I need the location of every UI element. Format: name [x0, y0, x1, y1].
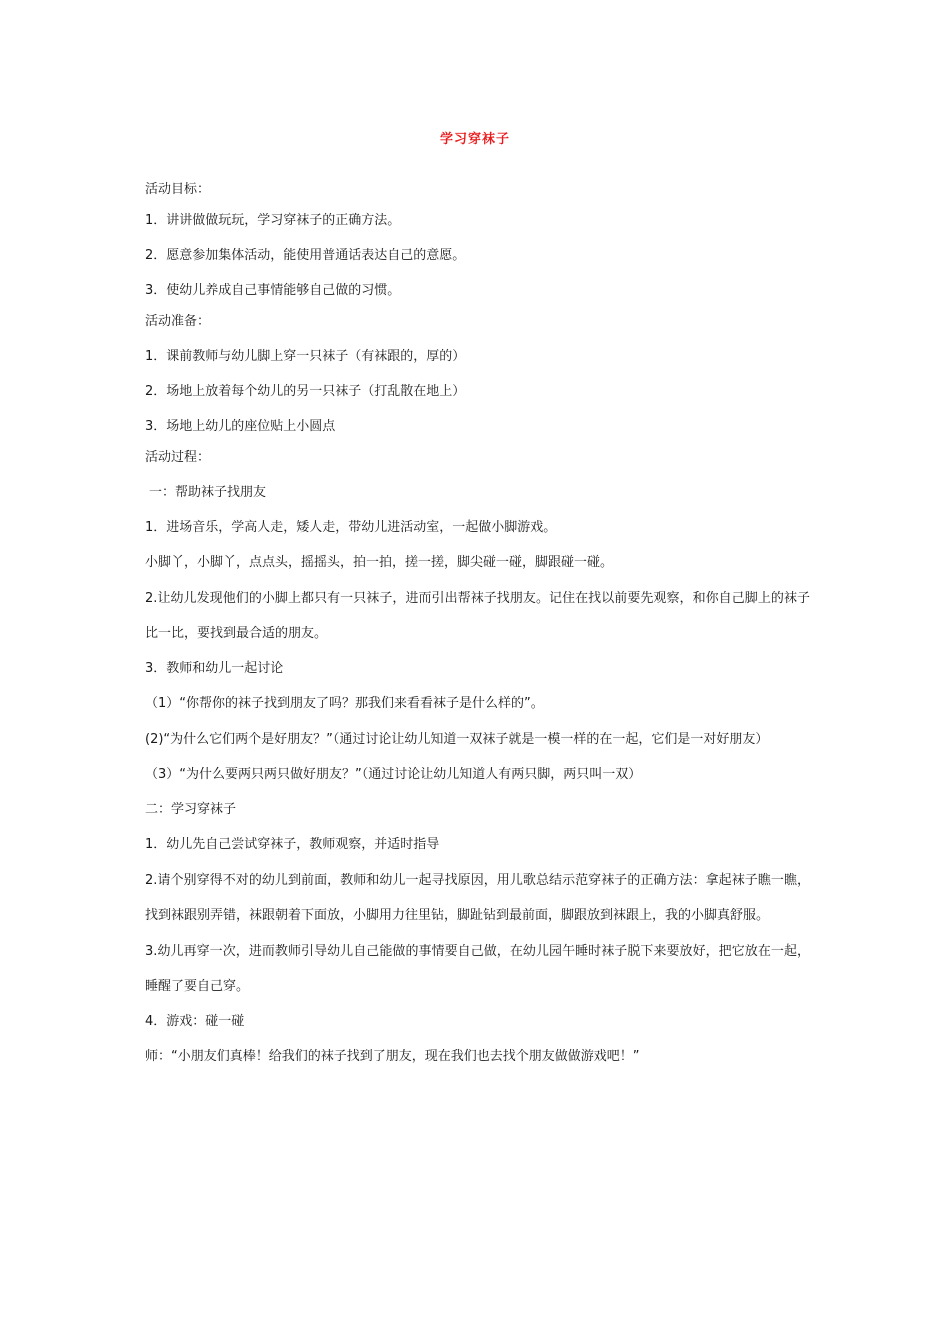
paragraph: 3．教师和幼儿一起讨论 [145, 661, 284, 676]
paragraph: 2．愿意参加集体活动，能使用普通话表达自己的意愿。 [145, 248, 466, 263]
section-heading-goals: 活动目标： [145, 182, 211, 197]
paragraph: 2.让幼儿发现他们的小脚上都只有一只袜子，进而引出帮袜子找朋友。记住在找以前要先观察，和你自己脚上的袜子比一比，要找到最合适的朋友。 [145, 591, 810, 641]
paragraph: （3）“为什么要两只两只做好朋友？”（通过讨论让幼儿知道人有两只脚，两只叫一双） [145, 767, 642, 782]
paragraph: 1．讲讲做做玩玩，学习穿袜子的正确方法。 [145, 213, 401, 228]
document-title: 学习穿袜子 [439, 132, 510, 147]
paragraph: 3．场地上幼儿的座位贴上小圆点 [145, 419, 336, 434]
paragraph: (2)“为什么它们两个是好朋友？”（通过讨论让幼儿知道一双袜子就是一模一样的在一起，它们是一对好朋友） [145, 732, 769, 747]
section-heading-process: 活动过程： [145, 450, 211, 465]
paragraph: 4．游戏：碰一碰 [145, 1014, 245, 1029]
section-heading-preparation: 活动准备： [145, 314, 211, 329]
paragraph: 2.请个别穿得不对的幼儿到前面，教师和幼儿一起寻找原因，用儿歌总结示范穿袜子的正确方法：拿起袜子瞧一瞧，找到袜跟别弄错，袜跟朝着下面放，小脚用力往里钻，脚趾钻到最前面，脚跟放到袜跟上，我的小脚真舒服。 [145, 873, 810, 923]
paragraph: 小脚丫，小脚丫，点点头，摇摇头，拍一拍，搓一搓，脚尖碰一碰，脚跟碰一碰。 [145, 555, 614, 570]
paragraph: （1）“你帮你的袜子找到朋友了吗？那我们来看看袜子是什么样的”。 [145, 696, 544, 711]
subsection-heading: 一：帮助袜子找朋友 [149, 485, 267, 500]
paragraph: 3.幼儿再穿一次，进而教师引导幼儿自己能做的事情要自己做，在幼儿园午睡时袜子脱下来要放好，把它放在一起，睡醒了要自己穿。 [145, 944, 810, 994]
paragraph: 1．幼儿先自己尝试穿袜子，教师观察，并适时指导 [145, 837, 440, 852]
paragraph: 师：“小朋友们真棒！给我们的袜子找到了朋友，现在我们也去找个朋友做做游戏吧！” [145, 1049, 640, 1064]
subsection-heading: 二：学习穿袜子 [145, 802, 237, 817]
paragraph: 1．课前教师与幼儿脚上穿一只袜子（有袜跟的，厚的） [145, 349, 466, 364]
paragraph: 3．使幼儿养成自己事情能够自己做的习惯。 [145, 283, 401, 298]
paragraph: 1．进场音乐，学高人走，矮人走，带幼儿进活动室，一起做小脚游戏。 [145, 520, 557, 535]
document-body [145, 180, 810, 1082]
paragraph: 2．场地上放着每个幼儿的另一只袜子（打乱散在地上） [145, 384, 466, 399]
